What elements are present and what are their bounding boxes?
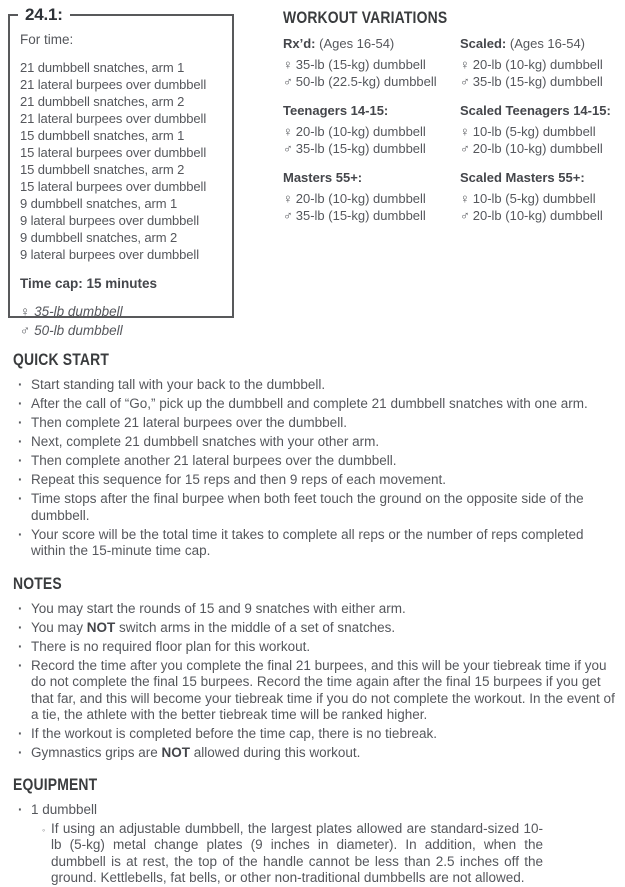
notes-item: · Gymnastics grips are NOT allowed during this workout.: [18, 745, 619, 762]
quick-start-list: [13, 377, 619, 560]
movement-line: 21 lateral burpees over dumbbell: [20, 77, 207, 92]
variations-heading: WORKOUT VARIATIONS: [283, 8, 448, 27]
female-icon: ♀: [283, 57, 293, 72]
female-icon: ♀: [20, 304, 31, 319]
variation-female-weight: 10-lb (5-kg) dumbbell: [472, 124, 596, 139]
male-icon: ♂: [283, 141, 293, 156]
movement-line: 9 lateral burpees over dumbbell: [20, 247, 200, 262]
movement-line: 21 dumbbell snatches, arm 2: [20, 94, 185, 109]
male-icon: ♂: [460, 74, 470, 89]
notes-item: · You may start the rounds of 15 and 9 snatches with either arm.: [18, 601, 619, 618]
equipment-item: · 1 dumbbell: [18, 802, 619, 819]
quick-start-item: · Start standing tall with your back to the dumbbell.: [18, 377, 619, 394]
movement-line: 21 dumbbell snatches, arm 1: [20, 60, 185, 75]
workout-title: 24.1:: [18, 5, 70, 25]
female-icon: ♀: [283, 124, 293, 139]
quick-start-item: · Your score will be the total time it takes to complete all reps or the number of reps completed within the 15-minute time cap.: [18, 527, 619, 560]
top-area: [0, 0, 625, 338]
variation-label: Scaled:: [460, 36, 507, 51]
movement-line: 9 lateral burpees over dumbbell: [20, 213, 200, 228]
variation-male-weight: 35-lb (15-kg) dumbbell: [295, 208, 426, 223]
movement-line: 15 dumbbell snatches, arm 1: [20, 128, 185, 143]
quick-start-heading: QUICK START: [13, 350, 110, 369]
movement-line: 15 lateral burpees over dumbbell: [20, 179, 207, 194]
equipment-list: [13, 802, 619, 819]
quick-start-item: · After the call of “Go,” pick up the dumbbell and complete 21 dumbbell snatches with one arm.: [18, 396, 619, 413]
variation-female-weight: 35-lb (15-kg) dumbbell: [295, 57, 426, 72]
movement-line: 9 dumbbell snatches, arm 2: [20, 230, 178, 245]
equipment-sub-item: ◦ If using an adjustable dumbbell, the largest plates allowed are standard-sized 10-lb (5-kg) metal change plates (9 inches in diameter). In addition, when the dumbbell is at rest, the top of the handle cannot be less than 2.5 inches off the ground. Kettlebells, fat bells, or other non-traditional dumbbells are not allowed.: [42, 821, 543, 887]
prescribed-weights: [20, 302, 222, 340]
equipment-section: [13, 775, 619, 887]
quick-start-item: · Repeat this sequence for 15 reps and then 9 reps of each movement.: [18, 472, 619, 489]
variation-male-weight: 20-lb (10-kg) dumbbell: [472, 141, 603, 156]
notes-item: · There is no required floor plan for this workout.: [18, 639, 619, 656]
variation-label: Scaled Teenagers 14-15:: [460, 103, 611, 118]
notes-item: · You may NOT switch arms in the middle of a set of snatches.: [18, 620, 619, 637]
variation-female-weight: 20-lb (10-kg) dumbbell: [295, 191, 426, 206]
variation-male-weight: 20-lb (10-kg) dumbbell: [472, 208, 603, 223]
quick-start-item: · Time stops after the final burpee when both feet touch the ground on the opposite side of the dumbbell.: [18, 491, 619, 524]
notes-heading: NOTES: [13, 573, 62, 593]
variation-scaled-masters: [460, 170, 619, 224]
variation-label: Rx’d:: [283, 36, 316, 51]
variation-scaled-teenagers: [460, 103, 619, 157]
time-cap: Time cap: 15 minutes: [20, 276, 158, 291]
male-icon: ♂: [20, 323, 31, 338]
variation-ages: (Ages 16-54): [315, 36, 395, 51]
female-weight: [20, 302, 222, 321]
movement-line: 15 dumbbell snatches, arm 2: [20, 162, 185, 177]
variation-label: Scaled Masters 55+:: [460, 170, 585, 185]
variation-male-weight: 50-lb (22.5-kg) dumbbell: [295, 74, 437, 89]
movement-line: 21 lateral burpees over dumbbell: [20, 111, 207, 126]
variation-masters: [283, 170, 460, 224]
male-icon: ♂: [460, 208, 470, 223]
notes-item: · Record the time after you complete the final 21 burpees, and this will be your tiebreak time if you do not complete the final 15 burpees. Record the time again after the final 15 burpees if you get that far, and this will become your tiebreak time if you do not complete the workout. In the event of a tie, the athlete with the better tiebreak time will be ranked higher.: [18, 658, 619, 724]
movement-line: 15 lateral burpees over dumbbell: [20, 145, 207, 160]
male-icon: ♂: [460, 141, 470, 156]
movement-list: [20, 59, 222, 263]
variation-label: Masters 55+:: [283, 170, 363, 185]
quick-start-item: · Then complete another 21 lateral burpees over the dumbbell.: [18, 453, 619, 470]
workout-intro: For time:: [20, 32, 74, 47]
variations-grid: [283, 36, 619, 237]
variation-female-weight: 10-lb (5-kg) dumbbell: [472, 191, 596, 206]
workout-variations: [283, 8, 619, 237]
quick-start-item: · Then complete 21 lateral burpees over the dumbbell.: [18, 415, 619, 432]
male-icon: ♂: [283, 74, 293, 89]
female-icon: ♀: [283, 191, 293, 206]
variation-teenagers: [283, 103, 460, 157]
variation-rxd: [283, 36, 460, 90]
variation-scaled: [460, 36, 619, 90]
variation-male-weight: 35-lb (15-kg) dumbbell: [295, 141, 426, 156]
female-icon: ♀: [460, 57, 470, 72]
male-weight-text: 50-lb dumbbell: [34, 323, 123, 338]
variation-ages: (Ages 16-54): [506, 36, 586, 51]
movement-line: 9 dumbbell snatches, arm 1: [20, 196, 178, 211]
equipment-heading: EQUIPMENT: [13, 774, 98, 794]
workout-card: [8, 5, 234, 338]
variation-female-weight: 20-lb (10-kg) dumbbell: [295, 124, 426, 139]
variation-female-weight: 20-lb (10-kg) dumbbell: [472, 57, 603, 72]
female-icon: ♀: [460, 124, 470, 139]
female-weight-text: 35-lb dumbbell: [34, 304, 123, 319]
female-icon: ♀: [460, 191, 470, 206]
variation-label: Teenagers 14-15:: [283, 103, 389, 118]
notes-section: [13, 574, 619, 762]
variation-male-weight: 35-lb (15-kg) dumbbell: [472, 74, 603, 89]
quick-start-section: [13, 350, 619, 560]
notes-item: · If the workout is completed before the time cap, there is no tiebreak.: [18, 726, 619, 743]
quick-start-item: · Next, complete 21 dumbbell snatches with your other arm.: [18, 434, 619, 451]
notes-list: [13, 601, 619, 762]
male-weight: [20, 321, 222, 340]
male-icon: ♂: [283, 208, 293, 223]
